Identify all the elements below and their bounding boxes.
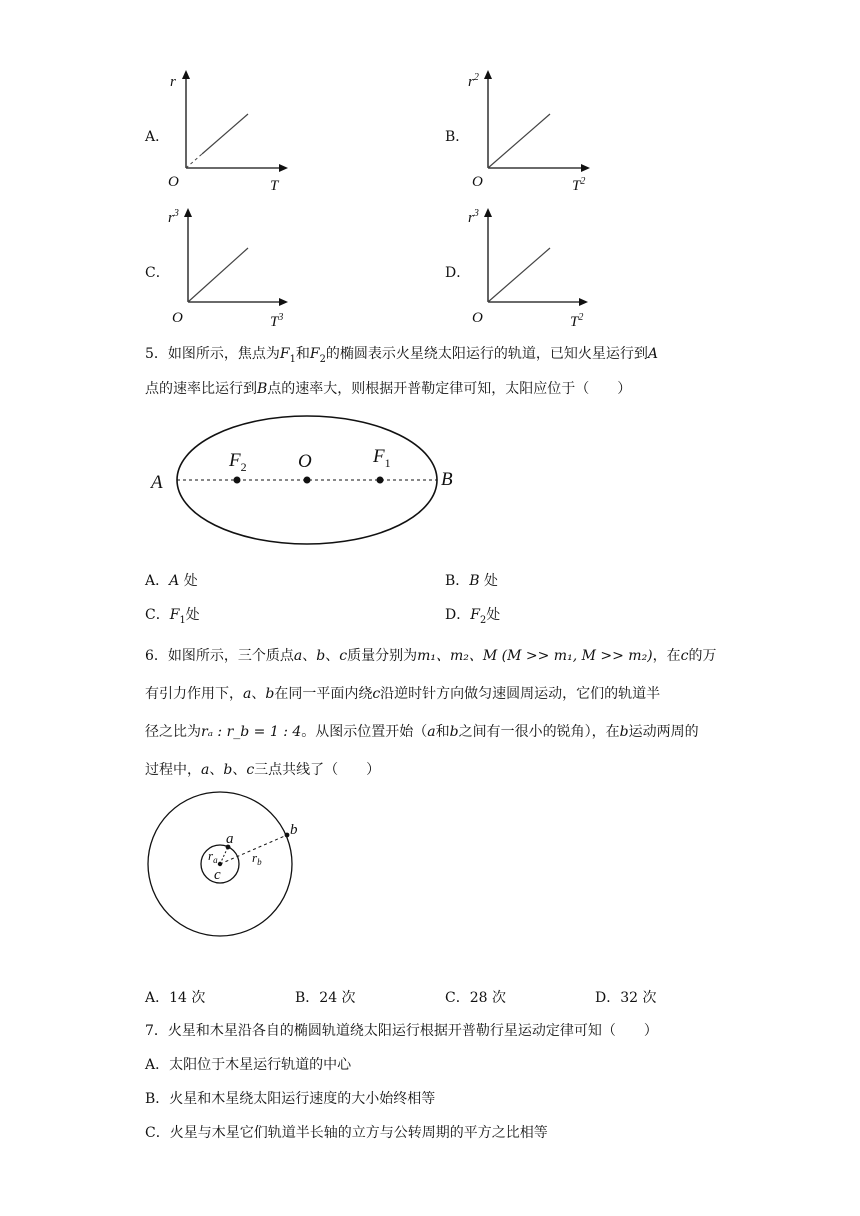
svg-text:F1: $F_1$ [373,446,391,470]
point-a-label: a [226,831,234,847]
graph-option-c [164,202,294,330]
q5-option-b: B．B 处 [445,573,499,589]
x-axis-label: T [570,314,579,330]
q7-option-a: A．太阳位于木星运行轨道的中心 [145,1057,352,1073]
svg-text:T2 [570,312,583,330]
q6-stem-line3: 径之比为rₐ : r_b = 1 : 4。从图示位置开始（a和b之间有一很小的锐角），在b运动两周的 [145,724,699,740]
q6-stem-line1: 6．如图所示，三个质点a、b、c质量分别为m₁、m₂、M (M >> m₁, M >> m₂)，在c的万 [145,648,717,664]
y-axis-label: r [468,210,474,226]
origin-label: O [472,310,483,326]
radius-a-label: r [208,848,214,863]
option-b-label: B． [445,129,470,145]
q5-option-c: C．$F_1$处 [145,607,200,626]
center-o-label: O [298,451,312,472]
point-b-label: B [441,469,453,490]
x-axis-sup: 2 [578,312,584,323]
y-axis-label: r [170,74,176,90]
q6-option-a: A．14 次 [145,990,206,1006]
q5-stem-line2: 点的速率比运行到B点的速率大，则根据开普勒定律可知，太阳应位于（ ） [145,381,632,397]
y-axis-sup: 3 [473,208,479,219]
focus-f1-label: F [373,446,385,467]
graph-option-d [464,202,594,330]
circular-orbits-figure [144,790,314,960]
q5-option-d: D．$F_2$处 [445,607,501,626]
y-axis-label: r [168,210,174,226]
q7-option-c: C．火星与木星它们轨道半长轴的立方与公转周期的平方之比相等 [145,1125,548,1141]
y-axis-label: r [468,74,474,90]
radius-b-label: r [252,850,258,865]
q6-option-c: C．28 次 [445,990,506,1006]
svg-text:T2 [572,176,585,194]
origin-label: O [472,174,483,190]
y-axis-sup: 2 [473,72,479,83]
graph-option-b [464,66,594,194]
q6-stem-line4: 过程中，a、b、c三点共线了（ ） [145,762,381,778]
option-d-label: D． [445,265,471,281]
svg-text:T3 [270,312,283,330]
point-b-label: b [290,822,298,838]
q6-stem-line2: 有引力作用下，a、b在同一平面内绕c沿逆时针方向做匀速圆周运动，它们的轨道半 [145,686,661,702]
q6-option-b: B．24 次 [295,990,356,1006]
option-a-label: A． [145,129,170,145]
x-axis-label: T [270,314,279,330]
svg-text:ra: $r_a$ [208,848,218,865]
point-a-label: A [151,472,163,493]
q6-option-d: D．32 次 [595,990,657,1006]
y-axis-sup: 3 [173,208,179,219]
focus-f2-label: F [229,450,241,471]
svg-text:r2 [468,72,479,90]
svg-text:rb: $r_b$ [252,850,262,867]
x-axis-label: T [572,178,581,194]
q5-option-a: A．A 处 [145,573,198,589]
svg-text:r3 [468,208,479,226]
x-axis-label: T [270,178,279,194]
radius-ratio: rₐ : r_b = 1 : 4 [201,724,302,740]
x-axis-sup: 3 [278,312,284,323]
svg-text:F2: $F_2$ [229,450,247,474]
graph-option-a [162,66,292,194]
q7-stem: 7．火星和木星沿各自的椭圆轨道绕太阳运行根据开普勒行星运动定律可知（ ） [145,1023,658,1039]
origin-label: O [168,174,179,190]
mass-expression: m₁、m₂、M (M >> m₁, M >> m₂) [417,648,653,664]
x-axis-sup: 2 [580,176,586,187]
svg-text:r3 [168,208,179,226]
ellipse-orbit-figure [145,410,475,550]
option-c-label: C． [145,265,170,281]
point-c-label: c [214,867,221,883]
q5-stem-line1: 5．如图所示，焦点为$F_1$和$F_2$的椭圆表示火星绕太阳运行的轨道，已知火星运行到A [145,346,658,365]
q7-option-b: B．火星和木星绕太阳运行速度的大小始终相等 [145,1091,436,1107]
origin-label: O [172,310,183,326]
